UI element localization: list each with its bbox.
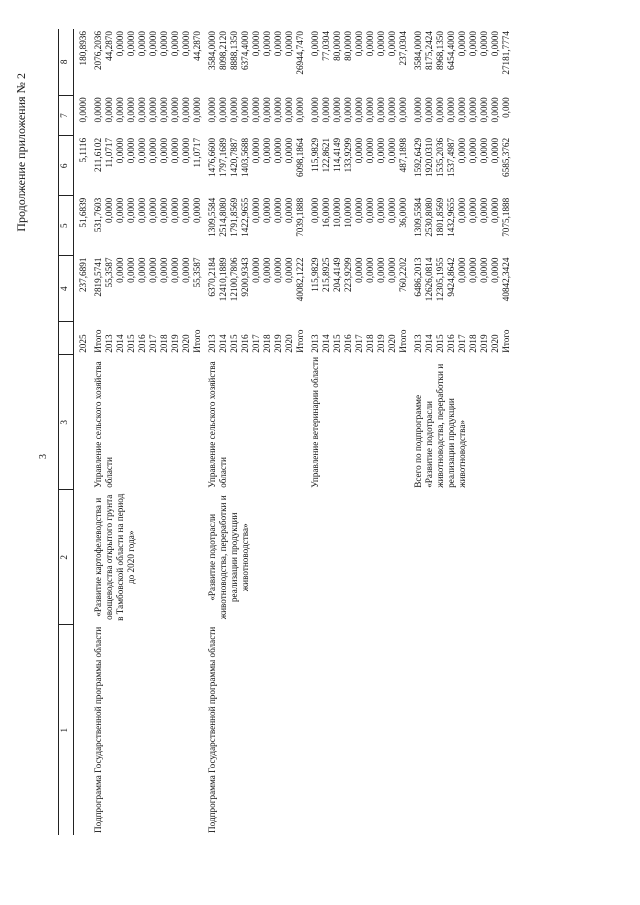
amount-cell: 0,0000 (170, 137, 180, 164)
amount-cell: 0,0000 (207, 97, 217, 123)
amount-cell: 1432,9655 (446, 197, 456, 237)
amount-cell: 80,0000 (343, 31, 353, 61)
amount-cell: 237,6891 (78, 257, 88, 293)
program-type-cell (413, 625, 512, 835)
year-cell: 2018 (159, 334, 169, 353)
amount-cell: 6585,3762 (501, 137, 511, 177)
page-number: 3 (38, 454, 49, 459)
amount-cell: 16,0000 (321, 197, 331, 228)
amount-cell: 40842,3424 (501, 257, 511, 302)
amount-cell: 0,0000 (490, 257, 500, 283)
amount-cell: 6098,1864 (295, 137, 305, 177)
amount-cell: 0,0000 (251, 197, 261, 224)
year-cell: 2018 (262, 334, 272, 353)
year-cell: 2020 (284, 334, 294, 353)
amount-cell: 0,0000 (137, 97, 147, 123)
amount-cell: 0,0000 (273, 97, 283, 123)
amount-cell: 40082,1222 (295, 257, 305, 302)
amount-cell: 0,0000 (490, 137, 500, 164)
amount-cell: 0,0000 (137, 257, 147, 283)
amount-cell: 0,0000 (365, 31, 375, 57)
amount-cell: 0,0000 (115, 257, 125, 283)
amount-cell: 1535,2036 (435, 137, 445, 177)
amount-cell: 237,0304 (398, 31, 408, 66)
amount-cell: 0,0000 (273, 197, 283, 224)
amount-cell: 6486,2013 (413, 257, 423, 297)
amount-cell: 0,0000 (240, 97, 250, 123)
amount-cell: 9424,8642 (446, 257, 456, 297)
amount-cell: 0,0000 (115, 31, 125, 57)
amount-cell: 0,0000 (126, 137, 136, 164)
amount-cell: 0,0000 (354, 137, 364, 164)
year-cell: 2013 (413, 334, 423, 353)
amount-cell: 0,0000 (181, 31, 191, 57)
year-cell: 2013 (104, 334, 114, 353)
amount-cell: 0,0000 (115, 137, 125, 164)
amount-cell: 115,9829 (310, 137, 320, 173)
amount-cell: 115,9829 (310, 257, 320, 292)
amount-cell: 0,0000 (387, 197, 397, 224)
amount-cell: 0,0000 (424, 97, 434, 123)
amount-cell: 133,9299 (343, 137, 353, 173)
amount-cell: 0,0000 (468, 137, 478, 164)
amount-cell: 1801,8569 (435, 197, 445, 237)
amount-cell: 0,0000 (148, 257, 158, 283)
amount-cell: 0,0000 (181, 257, 191, 283)
column-header: 5 (59, 196, 74, 256)
amount-cell: 0,0000 (251, 257, 261, 283)
amount-cell: 760,2202 (398, 257, 408, 293)
amount-cell: 0,0000 (115, 197, 125, 224)
year-cell: 2015 (229, 334, 239, 353)
year-cell: 2014 (424, 334, 434, 353)
program-type-cell (310, 625, 409, 835)
column-header: 3 (59, 355, 74, 490)
budget-table (58, 29, 512, 835)
amount-cell: 0,0000 (457, 31, 467, 57)
amount-cell: 0,0000 (137, 31, 147, 57)
amount-cell: 0,0000 (343, 97, 353, 123)
amount-cell: 0,0000 (273, 31, 283, 57)
amount-cell: 0,0000 (192, 97, 202, 123)
amount-cell: 0,0000 (376, 257, 386, 283)
column-header: 6 (59, 136, 74, 196)
amount-cell: 0,0000 (170, 197, 180, 224)
amount-cell: 1791,8569 (229, 197, 239, 237)
amount-cell: 0,0000 (251, 97, 261, 123)
amount-cell: 1309,5584 (413, 197, 423, 237)
amount-cell: 0,0000 (170, 31, 180, 57)
table-row (78, 29, 89, 835)
year-cell: Итого (93, 329, 103, 353)
table-row (93, 29, 104, 835)
amount-cell: 5,1116 (78, 137, 88, 163)
amount-cell: 1422,9655 (240, 197, 250, 237)
amount-cell: 0,0000 (398, 97, 408, 123)
amount-cell: 487,1898 (398, 137, 408, 173)
amount-cell: 0,0000 (413, 97, 423, 123)
column-header: 8 (59, 29, 74, 95)
amount-cell: 0,0000 (490, 31, 500, 57)
amount-cell: 0,0000 (468, 197, 478, 224)
amount-cell: 8175,2424 (424, 31, 434, 71)
program-type-cell: Подпрограмма Государственной программы области (207, 626, 217, 833)
amount-cell: 1797,1689 (218, 137, 228, 177)
amount-cell: 10,0000 (343, 197, 353, 228)
amount-cell: 0,0000 (365, 97, 375, 123)
amount-cell: 12626,0814 (424, 257, 434, 302)
amount-cell: 0,0000 (284, 197, 294, 224)
amount-cell: 114,4149 (332, 137, 342, 173)
amount-cell: 0,0000 (93, 97, 103, 123)
amount-cell: 0,0000 (148, 137, 158, 164)
executor-cell: Управление ветеринарии области (310, 357, 320, 488)
amount-cell: 0,0000 (468, 257, 478, 283)
amount-cell: 0,0000 (148, 97, 158, 123)
amount-cell: 223,9299 (343, 257, 353, 293)
amount-cell: 0,000 (501, 97, 511, 118)
amount-cell: 0,0000 (457, 137, 467, 164)
amount-cell: 9200,9343 (240, 257, 250, 297)
executor-cell (78, 355, 89, 490)
year-cell: 2013 (310, 334, 320, 353)
continuation-title: Продолжение приложения № 2 (14, 73, 28, 232)
amount-cell: 0,0000 (457, 97, 467, 123)
amount-cell: 0,0000 (148, 197, 158, 224)
amount-cell: 0,0000 (126, 97, 136, 123)
amount-cell: 44,2870 (104, 31, 114, 61)
amount-cell: 0,0000 (159, 257, 169, 283)
year-cell: 2016 (446, 334, 456, 353)
table-row (207, 29, 218, 835)
amount-cell: 0,0000 (365, 257, 375, 283)
amount-cell: 0,0000 (148, 31, 158, 57)
amount-cell: 215,8925 (321, 257, 331, 293)
amount-cell: 0,0000 (310, 97, 320, 123)
year-cell: 2014 (321, 334, 331, 353)
amount-cell: 0,0000 (295, 97, 305, 123)
amount-cell: 0,0000 (457, 257, 467, 283)
amount-cell: 0,0000 (273, 257, 283, 283)
table-row (413, 29, 424, 835)
amount-cell: 0,0000 (273, 137, 283, 164)
program-type-cell (78, 625, 89, 835)
amount-cell: 0,0000 (310, 31, 320, 57)
amount-cell: 0,0000 (284, 137, 294, 164)
amount-cell: 0,0000 (181, 197, 191, 224)
amount-cell: 0,0000 (115, 97, 125, 123)
amount-cell: 0,0000 (387, 137, 397, 164)
year-cell: 2015 (435, 334, 445, 353)
amount-cell: 0,0000 (354, 257, 364, 283)
amount-cell: 0,0000 (387, 97, 397, 123)
year-cell: 2015 (332, 334, 342, 353)
amount-cell: 36,0000 (398, 197, 408, 228)
amount-cell: 7075,1888 (501, 197, 511, 237)
amount-cell: 0,0000 (321, 97, 331, 123)
amount-cell: 80,0000 (332, 31, 342, 61)
amount-cell: 0,0000 (181, 137, 191, 164)
year-cell: 2014 (115, 334, 125, 353)
amount-cell: 0,0000 (159, 137, 169, 164)
amount-cell: 0,0000 (468, 97, 478, 123)
year-cell: 2018 (365, 334, 375, 353)
amount-cell: 0,0000 (479, 97, 489, 123)
column-header: 7 (59, 95, 74, 136)
amount-cell: 204,4149 (332, 257, 342, 293)
subprogram-name-cell (413, 490, 512, 625)
amount-cell: 1420,7887 (229, 137, 239, 177)
program-type-cell: Подпрограмма Государственной программы области (93, 626, 103, 833)
year-cell: 2013 (207, 334, 217, 353)
column-number-row (59, 29, 74, 835)
column-header: 4 (59, 256, 74, 322)
amount-cell: 6374,4000 (240, 31, 250, 71)
amount-cell: 0,0000 (354, 197, 364, 224)
amount-cell: 12410,1889 (218, 257, 228, 302)
year-cell: Итого (398, 329, 408, 353)
amount-cell: 122,8621 (321, 137, 331, 173)
amount-cell: 77,0304 (321, 31, 331, 61)
year-cell: 2019 (376, 334, 386, 353)
amount-cell: 26944,7470 (295, 31, 305, 75)
amount-cell: 1476,6600 (207, 137, 217, 177)
amount-cell: 0,0000 (218, 97, 228, 123)
amount-cell: 12305,1955 (435, 257, 445, 302)
amount-cell: 8968,1350 (435, 31, 445, 71)
year-cell: 2016 (240, 334, 250, 353)
amount-cell: 0,0000 (137, 137, 147, 164)
amount-cell: 0,0000 (376, 137, 386, 164)
amount-cell: 0,0000 (104, 97, 114, 123)
amount-cell: 0,0000 (251, 31, 261, 57)
year-cell: 2020 (490, 334, 500, 353)
column-header: 1 (59, 625, 74, 835)
amount-cell: 0,0000 (310, 197, 320, 224)
amount-cell: 10,0000 (332, 197, 342, 228)
amount-cell: 0,0000 (78, 97, 88, 123)
amount-cell: 0,0000 (332, 97, 342, 123)
year-cell: 2014 (218, 334, 228, 353)
amount-cell: 0,0000 (387, 257, 397, 283)
amount-cell: 0,0000 (376, 197, 386, 224)
amount-cell: 0,0000 (126, 257, 136, 283)
amount-cell: 55,3587 (104, 257, 114, 288)
amount-cell: 0,0000 (479, 257, 489, 283)
amount-cell: 0,0000 (262, 31, 272, 57)
amount-cell: 0,0000 (126, 197, 136, 224)
year-cell: 2019 (273, 334, 283, 353)
amount-cell: 0,0000 (387, 31, 397, 57)
amount-cell: 0,0000 (435, 97, 445, 123)
amount-cell: 3584,0000 (207, 31, 217, 71)
amount-cell: 0,0000 (159, 197, 169, 224)
year-cell: 2019 (170, 334, 180, 353)
amount-cell: 6370,2184 (207, 257, 217, 297)
amount-cell: 8098,2120 (218, 31, 228, 71)
subprogram-name-cell (310, 490, 409, 625)
year-cell: 2025 (78, 334, 88, 353)
amount-cell: 0,0000 (376, 97, 386, 123)
column-header (59, 322, 74, 355)
amount-cell: 0,0000 (376, 31, 386, 57)
amount-cell: 180,8936 (78, 31, 88, 66)
amount-cell: 0,0000 (284, 31, 294, 57)
amount-cell: 531,7603 (93, 197, 103, 233)
amount-cell: 0,0000 (229, 97, 239, 123)
column-header: 2 (59, 490, 74, 625)
amount-cell: 0,0000 (284, 97, 294, 123)
amount-cell: 51,6839 (78, 197, 88, 228)
amount-cell: 0,0000 (192, 197, 202, 224)
amount-cell: 55,3587 (192, 257, 202, 288)
year-cell: 2017 (251, 334, 261, 353)
amount-cell: 0,0000 (284, 257, 294, 283)
amount-cell: 2514,8080 (218, 197, 228, 237)
amount-cell: 2076,2036 (93, 31, 103, 71)
amount-cell: 0,0000 (126, 31, 136, 57)
budget-table-body (59, 29, 513, 835)
amount-cell: 1537,4987 (446, 137, 456, 177)
amount-cell: 0,0000 (479, 137, 489, 164)
table-row (310, 29, 321, 835)
amount-cell: 2819,5741 (93, 257, 103, 297)
amount-cell: 0,0000 (262, 137, 272, 164)
year-cell: 2015 (126, 334, 136, 353)
subprogram-name-cell (78, 490, 89, 625)
amount-cell: 1309,5584 (207, 197, 217, 237)
amount-cell: 44,2870 (192, 31, 202, 61)
amount-cell: 0,0000 (490, 197, 500, 224)
amount-cell: 0,0000 (479, 31, 489, 57)
amount-cell: 3584,0000 (413, 31, 423, 71)
amount-cell: 0,0000 (170, 257, 180, 283)
year-cell: 2019 (479, 334, 489, 353)
amount-cell: 2530,8080 (424, 197, 434, 237)
executor-cell: Управление сельского хозяйства области (207, 361, 228, 488)
year-cell: 2020 (181, 334, 191, 353)
subprogram-name-cell: «Развитие картофелеводства и овощеводства открытого грунта в Тамбовской области на период до 2020 года» (93, 493, 136, 621)
executor-cell: Всего по подпрограмме «Развитие подотрасли животноводства, переработки и реализации продукции животноводства» (413, 363, 467, 488)
amount-cell: 0,0000 (490, 97, 500, 123)
amount-cell: 8888,1350 (229, 31, 239, 71)
amount-cell: 0,0000 (262, 97, 272, 123)
amount-cell: 0,0000 (159, 31, 169, 57)
amount-cell: 0,0000 (181, 97, 191, 123)
amount-cell: 1403,5688 (240, 137, 250, 177)
amount-cell: 12100,7806 (229, 257, 239, 302)
year-cell: 2017 (148, 334, 158, 353)
executor-cell: Управление сельского хозяйства области (93, 361, 114, 488)
amount-cell: 0,0000 (354, 97, 364, 123)
amount-cell: 0,0000 (446, 97, 456, 123)
amount-cell: 1920,0310 (424, 137, 434, 177)
amount-cell: 1592,6429 (413, 137, 423, 177)
year-cell: 2017 (457, 334, 467, 353)
amount-cell: 0,0000 (365, 197, 375, 224)
amount-cell: 7039,1888 (295, 197, 305, 237)
amount-cell: 0,0000 (159, 97, 169, 123)
year-cell: Итого (192, 329, 202, 353)
subprogram-name-cell: «Развитие подотрасли животноводства, переработки и реализации продукции животноводства» (207, 495, 250, 620)
year-cell: 2016 (343, 334, 353, 353)
amount-cell: 0,0000 (104, 197, 114, 224)
amount-cell: 0,0000 (457, 197, 467, 224)
amount-cell: 11,0717 (192, 137, 202, 168)
amount-cell: 211,6102 (93, 137, 103, 173)
amount-cell: 11,0717 (104, 137, 114, 168)
amount-cell: 0,0000 (354, 31, 364, 57)
year-cell: 2017 (354, 334, 364, 353)
year-cell: Итого (501, 329, 511, 353)
year-cell: 2016 (137, 334, 147, 353)
amount-cell: 0,0000 (262, 197, 272, 224)
year-cell: 2020 (387, 334, 397, 353)
amount-cell: 0,0000 (365, 137, 375, 164)
year-cell: Итого (295, 329, 305, 353)
amount-cell: 0,0000 (251, 137, 261, 164)
amount-cell: 0,0000 (262, 257, 272, 283)
year-cell: 2018 (468, 334, 478, 353)
amount-cell: 0,0000 (170, 97, 180, 123)
amount-cell: 0,0000 (479, 197, 489, 224)
amount-cell: 0,0000 (468, 31, 478, 57)
amount-cell: 27181,7774 (501, 31, 511, 75)
amount-cell: 6454,4000 (446, 31, 456, 71)
amount-cell: 0,0000 (137, 197, 147, 224)
